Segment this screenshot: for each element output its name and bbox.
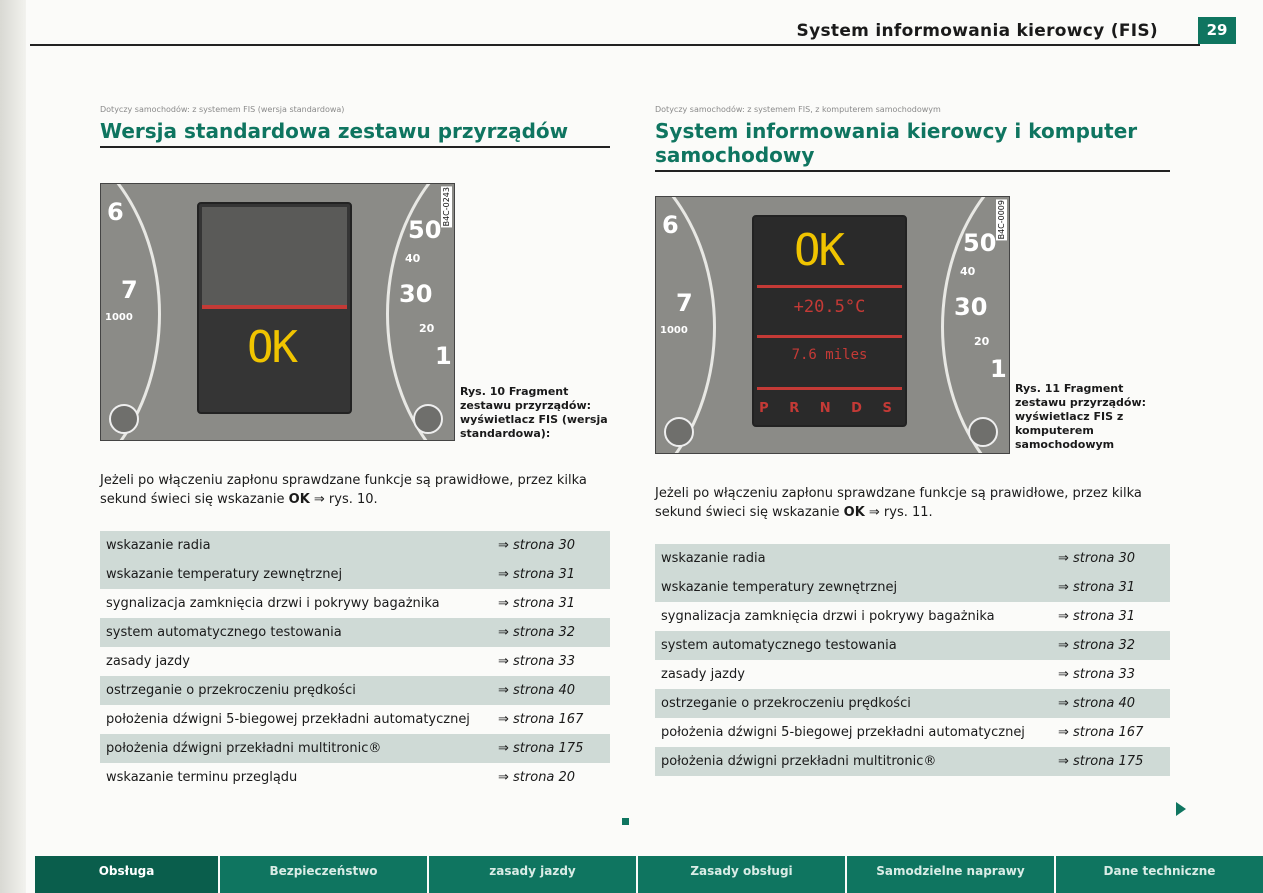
row-page-link[interactable]: ⇒ strona 31 — [492, 589, 610, 618]
row-page-link[interactable]: ⇒ strona 32 — [492, 618, 610, 647]
para-text: Jeżeli po włączeniu zapłonu sprawdzane funkcje są prawidłowe, przez kilka sekund świeci się wskazanie — [100, 473, 587, 507]
table-row — [100, 647, 610, 676]
table-row — [100, 734, 610, 763]
row-label: położenia dźwigni przekładni multitronic® — [655, 747, 1052, 776]
table-row — [655, 544, 1170, 573]
row-label: położenia dźwigni 5-biegowej przekładni automatycznej — [100, 705, 492, 734]
left-reference-table — [100, 531, 610, 792]
chapter-tab-bar — [35, 856, 1263, 893]
table-row — [100, 705, 610, 734]
right-section-title: System informowania kierowcy i komputer samochodowy — [655, 119, 1170, 172]
left-figure-caption — [460, 385, 610, 441]
table-row — [655, 689, 1170, 718]
trip-reset-knob — [968, 417, 998, 447]
para-ref: ⇒ rys. 11. — [864, 505, 933, 520]
right-figure-caption — [1015, 382, 1165, 452]
row-label: system automatycznego testowania — [100, 618, 492, 647]
display-upper-area — [202, 207, 347, 305]
row-label: wskazanie radia — [655, 544, 1052, 573]
right-reference-table — [655, 544, 1170, 776]
left-intro-paragraph — [100, 471, 610, 509]
display-divider-line — [757, 387, 902, 390]
trip-reset-knob — [413, 404, 443, 434]
tab-obsluga[interactable]: Obsługa — [35, 856, 220, 893]
row-label: system automatycznego testowania — [655, 631, 1052, 660]
row-page-link[interactable]: ⇒ strona 40 — [1052, 689, 1170, 718]
row-page-link[interactable]: ⇒ strona 30 — [1052, 544, 1170, 573]
display-divider-line — [202, 305, 347, 309]
gear-indicator: P R N D S — [759, 401, 900, 416]
display-divider-line — [757, 285, 902, 288]
row-label: ostrzeganie o przekroczeniu prędkości — [100, 676, 492, 705]
table-row — [100, 589, 610, 618]
tab-samodzielne-naprawy[interactable]: Samodzielne naprawy — [847, 856, 1056, 893]
table-row — [655, 631, 1170, 660]
row-page-link[interactable]: ⇒ strona 175 — [1052, 747, 1170, 776]
speedo-number: 30 — [399, 280, 433, 308]
speedo-number: 50 — [408, 216, 442, 244]
para-text: Jeżeli po włączeniu zapłonu sprawdzane funkcje są prawidłowe, przez kilka sekund świeci się wskazanie — [655, 486, 1142, 520]
table-row — [655, 747, 1170, 776]
speedo-number: 50 — [963, 229, 997, 257]
row-page-link[interactable]: ⇒ strona 175 — [492, 734, 610, 763]
right-intro-paragraph — [655, 484, 1170, 522]
tab-bezpieczenstwo[interactable]: Bezpieczeństwo — [220, 856, 429, 893]
caption-text: Rys. 10 Fragment zestawu przyrządów: wyświetlacz FIS (wersja standardowa): — [460, 385, 608, 440]
right-column — [655, 105, 1170, 776]
tacho-number: 6 — [107, 198, 124, 226]
ok-indicator: OK — [794, 225, 843, 276]
tacho-number: 7 — [676, 289, 693, 317]
row-label: położenia dźwigni przekładni multitronic® — [100, 734, 492, 763]
table-row — [100, 618, 610, 647]
tacho-number: 6 — [662, 211, 679, 239]
figure-code: B4C-0243 — [442, 187, 451, 227]
display-divider-line — [757, 335, 902, 338]
row-page-link[interactable]: ⇒ strona 30 — [492, 531, 610, 560]
table-row — [100, 763, 610, 792]
row-page-link[interactable]: ⇒ strona 31 — [492, 560, 610, 589]
tacho-label: 1000 — [105, 312, 133, 323]
left-column — [100, 105, 610, 792]
trip-reset-knob — [664, 417, 694, 447]
table-row — [655, 718, 1170, 747]
table-row — [655, 602, 1170, 631]
table-row — [100, 531, 610, 560]
para-ref: ⇒ rys. 10. — [309, 492, 378, 507]
row-page-link[interactable]: ⇒ strona 33 — [492, 647, 610, 676]
page-binding-shadow — [0, 0, 26, 893]
section-end-marker — [622, 818, 629, 825]
tacho-number: 7 — [121, 276, 138, 304]
tacho-label: 1000 — [660, 325, 688, 336]
row-page-link[interactable]: ⇒ strona 167 — [1052, 718, 1170, 747]
instrument-cluster-image — [100, 183, 455, 441]
speedo-number: 40 — [960, 265, 976, 278]
trip-readout: 7.6 miles — [791, 347, 868, 363]
para-bold: OK — [288, 492, 310, 507]
row-label: sygnalizacja zamknięcia drzwi i pokrywy bagażnika — [100, 589, 492, 618]
right-figure — [655, 196, 1170, 454]
row-label: położenia dźwigni 5-biegowej przekładni automatycznej — [655, 718, 1052, 747]
speedo-number: 1 — [990, 355, 1007, 383]
speedo-number: 30 — [954, 293, 988, 321]
row-page-link[interactable]: ⇒ strona 33 — [1052, 660, 1170, 689]
row-page-link[interactable]: ⇒ strona 167 — [492, 705, 610, 734]
row-label: ostrzeganie o przekroczeniu prędkości — [655, 689, 1052, 718]
row-label: wskazanie terminu przeglądu — [100, 763, 492, 792]
row-label: wskazanie temperatury zewnętrznej — [100, 560, 492, 589]
right-applies-note: Dotyczy samochodów: z systemem FIS, z komputerem samochodowym — [655, 105, 941, 114]
tab-dane-techniczne[interactable]: Dane techniczne — [1103, 864, 1216, 878]
page-number: 29 — [1198, 17, 1236, 44]
speedo-number: 20 — [419, 322, 435, 335]
fis-display — [752, 215, 907, 427]
figure-code: B4C-0009 — [997, 200, 1006, 240]
tab-zasady-jazdy[interactable]: zasady jazdy — [429, 856, 638, 893]
table-row — [655, 660, 1170, 689]
row-page-link[interactable]: ⇒ strona 40 — [492, 676, 610, 705]
page-header-title: System informowania kierowcy (FIS) — [796, 21, 1158, 41]
outside-temperature-readout: +20.5°C — [793, 297, 866, 317]
left-section-title: Wersja standardowa zestawu przyrządów — [100, 119, 610, 148]
row-page-link[interactable]: ⇒ strona 32 — [1052, 631, 1170, 660]
speedo-number: 20 — [974, 335, 990, 348]
row-page-link[interactable]: ⇒ strona 31 — [1052, 602, 1170, 631]
table-row — [100, 560, 610, 589]
instrument-cluster-image — [655, 196, 1010, 454]
left-figure — [100, 183, 610, 441]
header-rule — [30, 44, 1200, 46]
table-row — [100, 676, 610, 705]
row-label: zasady jazdy — [100, 647, 492, 676]
ok-indicator: OK — [247, 322, 296, 373]
para-bold: OK — [843, 505, 865, 520]
left-applies-note: Dotyczy samochodów: z systemem FIS (wersja standardowa) — [100, 105, 345, 114]
row-label: wskazanie temperatury zewnętrznej — [655, 573, 1052, 602]
row-label: wskazanie radia — [100, 531, 492, 560]
tab-zasady-obslugi[interactable]: Zasady obsługi — [638, 856, 847, 893]
table-row — [655, 573, 1170, 602]
row-page-link[interactable]: ⇒ strona 31 — [1052, 573, 1170, 602]
row-label: sygnalizacja zamknięcia drzwi i pokrywy bagażnika — [655, 602, 1052, 631]
caption-text: Rys. 11 Fragment zestawu przyrządów: wyświetlacz FIS z komputerem samochodowym — [1015, 382, 1147, 451]
continue-arrow-icon[interactable] — [1176, 802, 1186, 816]
fis-display — [197, 202, 352, 414]
row-label: zasady jazdy — [655, 660, 1052, 689]
speedo-number: 1 — [435, 342, 452, 370]
row-page-link[interactable]: ⇒ strona 20 — [492, 763, 610, 792]
trip-reset-knob — [109, 404, 139, 434]
speedo-number: 40 — [405, 252, 421, 265]
